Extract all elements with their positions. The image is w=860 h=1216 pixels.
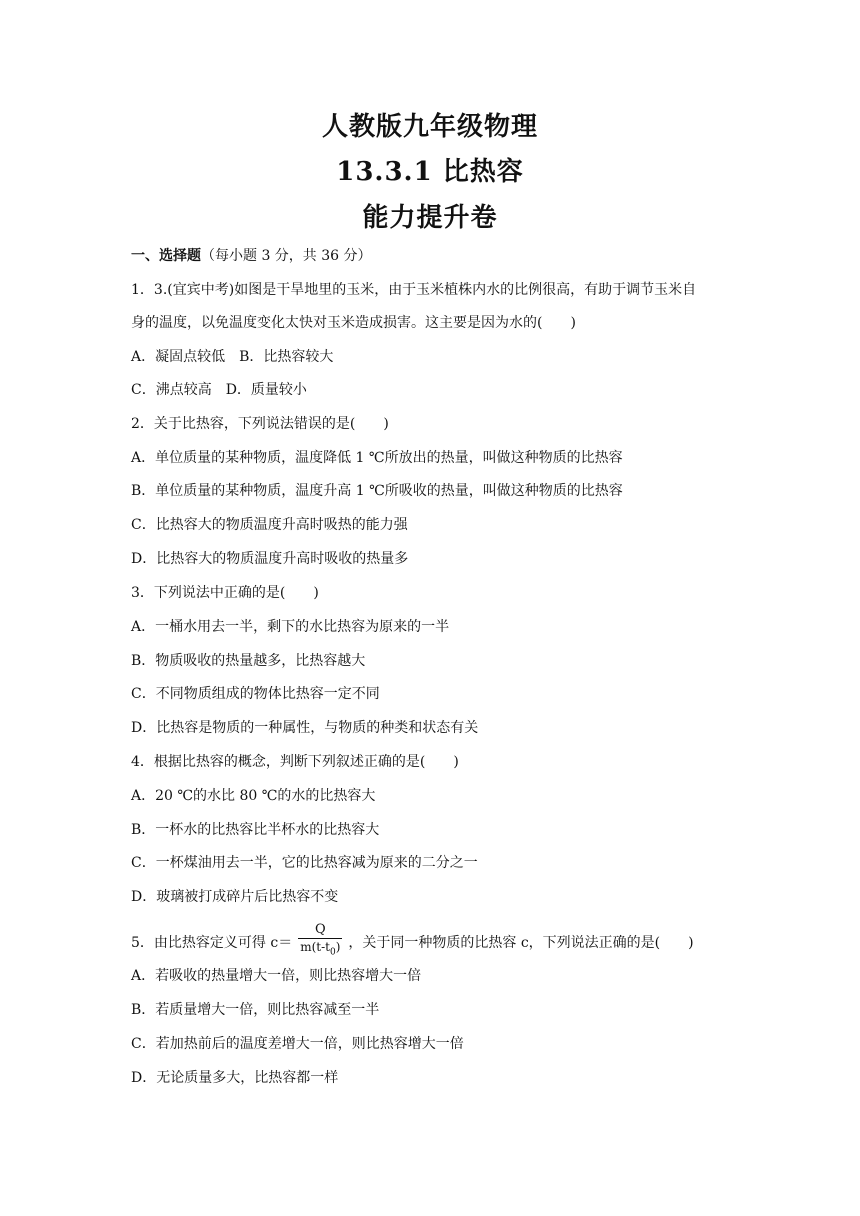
question-2-option-a: A．单位质量的某种物质，温度降低 1 ℃所放出的热量，叫做这种物质的比热容 [131, 450, 623, 466]
question-1-options-line-2: C．沸点较高 D．质量较小 [131, 382, 307, 398]
question-1-options-line-1: A．凝固点较低 B．比热容较大 [131, 349, 334, 365]
question-2-option-d: D．比热容大的物质温度升高时吸收的热量多 [131, 551, 409, 567]
question-5-stem [131, 924, 694, 962]
specific-heat-formula [298, 922, 342, 960]
question-3-option-d: D．比热容是物质的一种属性，与物质的种类和状态有关 [131, 720, 479, 736]
question-3-option-a: A．一桶水用去一半，剩下的水比热容为原来的一半 [131, 619, 450, 635]
question-3-option-b: B．物质吸收的热量越多，比热容越大 [131, 653, 366, 669]
section-heading [131, 246, 372, 266]
formula-denominator-subscript: 0 [329, 947, 336, 958]
section-heading-note: （每小题 3 分，共 36 分） [201, 248, 372, 264]
question-1-stem-line-1: 1．3.(宜宾中考)如图是干旱地里的玉米，由于玉米植株内水的比例很高，有助于调节玉米自 [131, 282, 697, 298]
question-3-stem: 3．下列说法中正确的是( ) [131, 585, 319, 601]
question-2-stem: 2．关于比热容，下列说法错误的是( ) [131, 416, 389, 432]
question-5-stem-after: ，关于同一种物质的比热容 c，下列说法正确的是( ) [348, 935, 694, 952]
section-heading-label: 一、选择题 [131, 248, 201, 264]
question-4-option-a: A．20 ℃的水比 80 ℃的水的比热容大 [131, 788, 376, 804]
formula-denominator-main: m(t-t [300, 940, 330, 954]
lesson-title: 13.3.1 比热容 [336, 157, 524, 187]
question-5-option-c: C．若加热前后的温度差增大一倍，则比热容增大一倍 [131, 1036, 464, 1052]
question-5-option-b: B．若质量增大一倍，则比热容减至一半 [131, 1002, 380, 1018]
formula-denominator-end: ) [335, 940, 341, 954]
question-5-stem-before: 5．由比热容定义可得 c＝ [131, 935, 293, 952]
question-2-option-b: B．单位质量的某种物质，温度升高 1 ℃所吸收的热量，叫做这种物质的比热容 [131, 483, 623, 499]
question-2-option-c: C．比热容大的物质温度升高时吸热的能力强 [131, 517, 408, 533]
document-title: 人教版九年级物理 [321, 112, 538, 142]
question-5-option-d: D．无论质量多大，比热容都一样 [131, 1070, 339, 1086]
question-5-option-a: A．若吸收的热量增大一倍，则比热容增大一倍 [131, 968, 422, 984]
question-4-option-b: B．一杯水的比热容比半杯水的比热容大 [131, 822, 380, 838]
question-1-stem-line-2: 身的温度，以免温度变化太快对玉米造成损害。这主要是因为水的( ) [131, 315, 576, 331]
formula-denominator [298, 939, 342, 960]
formula-numerator: Q [298, 922, 342, 939]
question-3-option-c: C．不同物质组成的物体比热容一定不同 [131, 686, 380, 702]
worksheet-subtitle: 能力提升卷 [362, 203, 498, 233]
question-4-option-c: C．一杯煤油用去一半，它的比热容减为原来的二分之一 [131, 855, 478, 871]
question-4-stem: 4．根据比热容的概念，判断下列叙述正确的是( ) [131, 754, 459, 770]
question-4-option-d: D．玻璃被打成碎片后比热容不变 [131, 889, 339, 905]
